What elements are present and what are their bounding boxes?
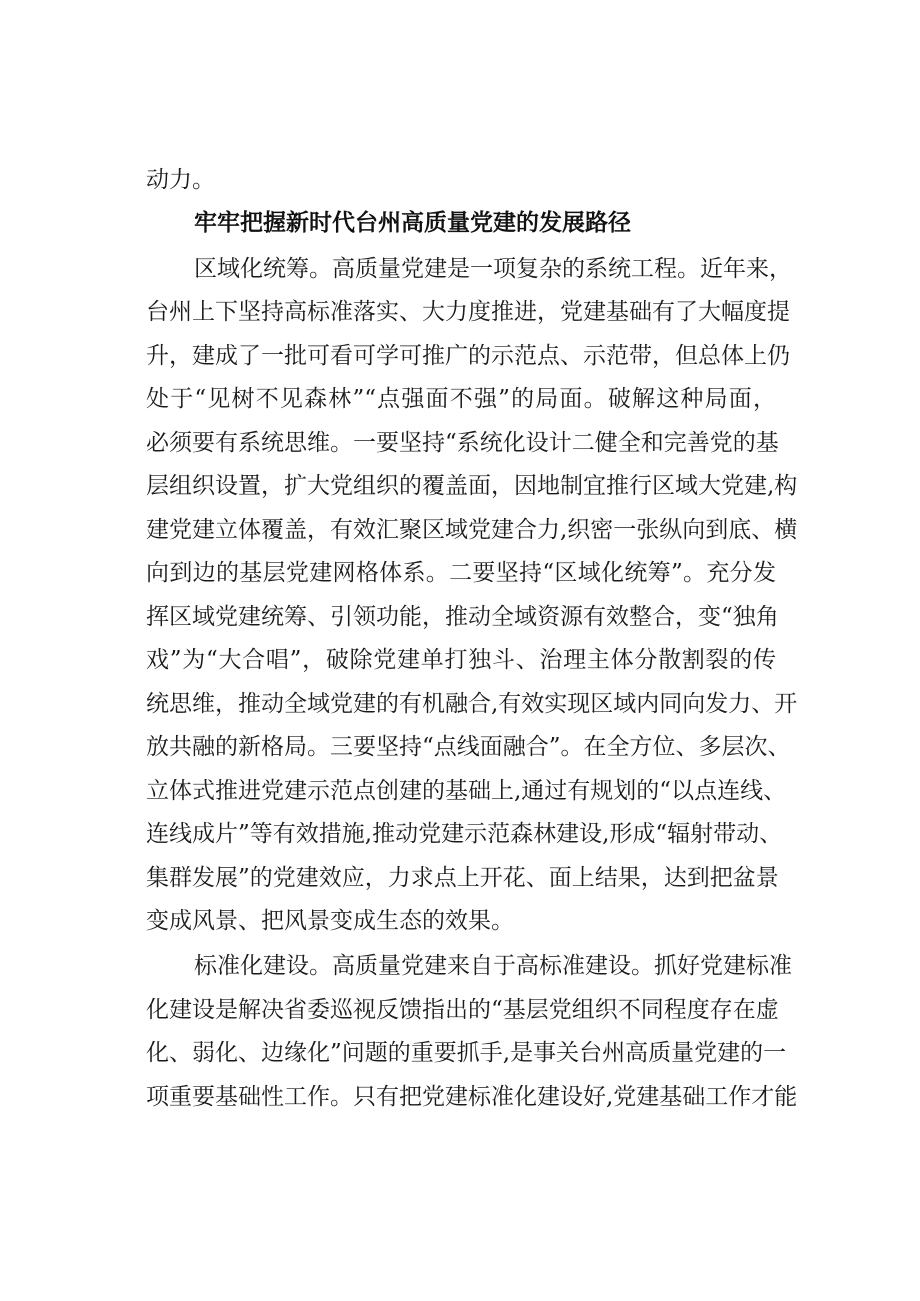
paragraph-line: 集群发展”的党建效应，力求点上开花、面上结果，达到把盆景 xyxy=(146,865,779,891)
paragraph-line: 向到边的基层党建网格体系。二要坚持“区域化统筹”。充分发 xyxy=(146,560,776,586)
paragraph-line: 建党建立体覆盖，有效汇聚区域党建合力,织密一张纵向到底、横 xyxy=(146,517,798,543)
paragraph-line: 统思维，推动全域党建的有机融合,有效实现区域内同向发力、开 xyxy=(146,691,798,717)
paragraph-line: 升，建成了一批可看可学可推广的示范点、示范带，但总体上仍 xyxy=(146,343,790,369)
paragraph-line: 台州上下坚持高标准落实、大力度推进，党建基础有了大幅度提 xyxy=(146,299,790,325)
paragraph-line: 连线成片”等有效措施,推动党建示范森林建设,形成“辐射带动、 xyxy=(146,821,783,847)
paragraph-line: 动力。 xyxy=(146,167,215,193)
paragraph-line: 必须要有系统思维。一要坚持“系统化设计二健全和完善党的基 xyxy=(146,430,779,456)
paragraph-line: 处于“见树不见森林”“点强面不强”的局面。破解这种局面， xyxy=(146,386,776,412)
paragraph-line: 戏”为“大合唱”，破除党建单打独斗、治理主体分散割裂的传 xyxy=(146,647,776,673)
paragraph-line: 化建设是解决省委巡视反馈指出的“基层党组织不同程度存在虚 xyxy=(146,997,779,1023)
section-heading: 牢牢把握新时代台州高质量党建的发展路径 xyxy=(194,210,631,236)
paragraph-line: 项重要基础性工作。只有把党建标准化建设好,党建基础工作才能 xyxy=(146,1084,798,1110)
paragraph-line: 标准化建设。高质量党建来自于高标准建设。抓好党建标准 xyxy=(194,953,792,979)
paragraph-line: 放共融的新格局。三要坚持“点线面融合”。在全方位、多层次、 xyxy=(146,734,791,760)
paragraph-line: 变成风景、把风景变成生态的效果。 xyxy=(146,908,514,934)
paragraph-line: 化、弱化、边缘化”问题的重要抓手,是事关台州高质量党建的一 xyxy=(146,1040,787,1066)
paragraph-line: 层组织设置，扩大党组织的覆盖面，因地制宜推行区域大党建,构 xyxy=(146,473,798,499)
paragraph-line: 立体式推进党建示范点创建的基础上,通过有规划的“以点连线、 xyxy=(146,778,787,804)
paragraph-line: 挥区域党建统筹、引领功能，推动全域资源有效整合，变“独角 xyxy=(146,604,779,630)
paragraph-line: 区域化统筹。高质量党建是一项复杂的系统工程。近年来， xyxy=(194,256,792,282)
